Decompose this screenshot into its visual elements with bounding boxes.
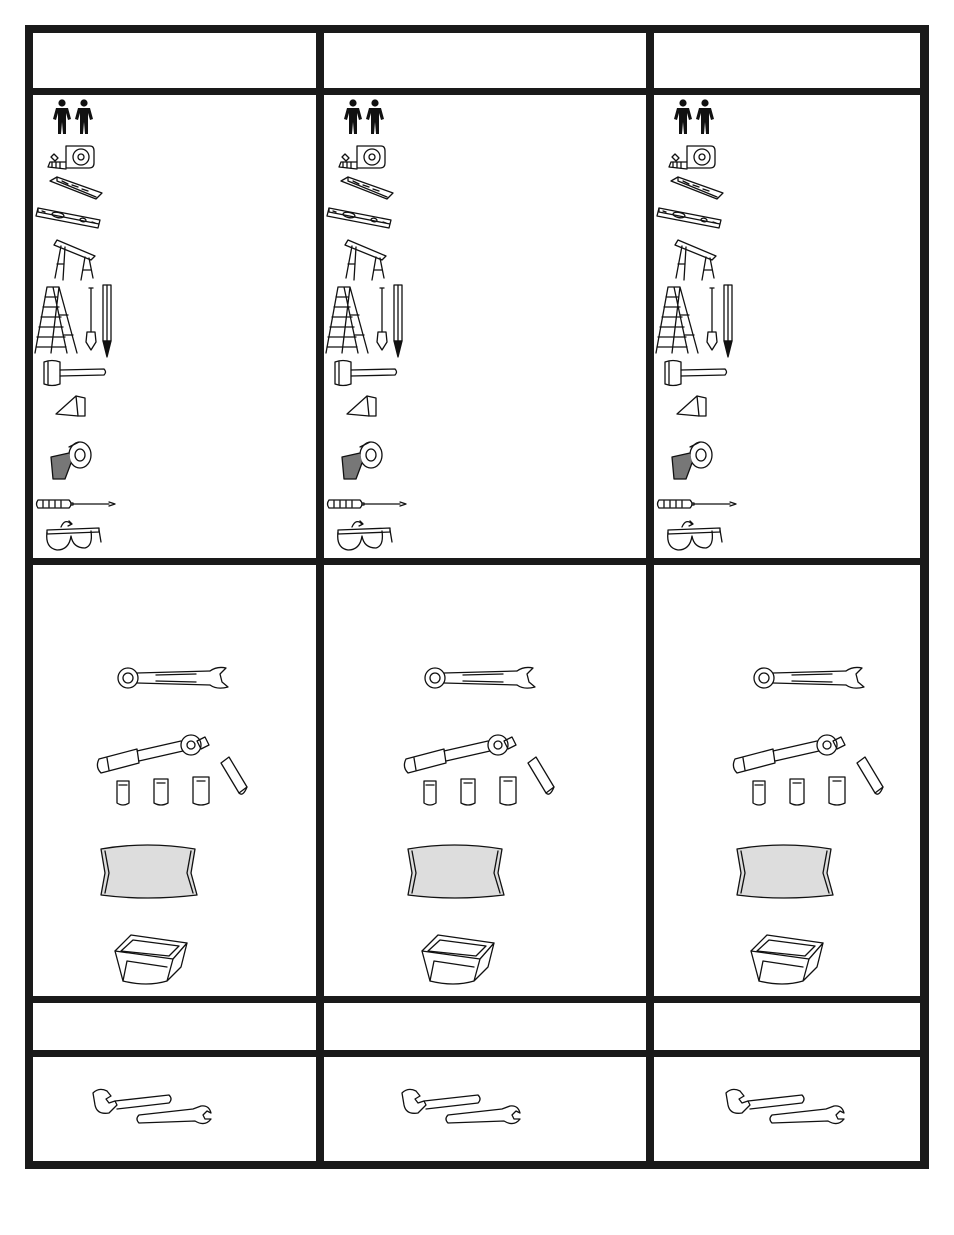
two-person-icon	[342, 99, 388, 135]
combination-wrench-icon	[116, 663, 234, 693]
section-label-row	[654, 1003, 920, 1050]
combination-wrench-icon	[752, 663, 870, 693]
shovel-icon	[375, 286, 389, 352]
carpenter-square-icon	[669, 175, 725, 201]
column-1	[33, 33, 316, 1161]
screwdriver-icon	[656, 497, 738, 511]
hand-tools-cell	[33, 95, 316, 558]
plastic-tub-icon	[113, 933, 189, 987]
plastic-tub-icon	[420, 933, 496, 987]
level-icon	[657, 206, 723, 230]
tape-measure-icon	[667, 143, 717, 173]
two-person-icon	[51, 99, 97, 135]
safety-glasses-icon	[664, 520, 724, 552]
step-ladder-icon	[33, 285, 79, 355]
sawhorse-icon	[51, 238, 97, 282]
column-header	[33, 33, 316, 88]
extra-tools-cell	[654, 1057, 920, 1161]
level-icon	[327, 206, 393, 230]
section-label-row	[33, 1003, 316, 1050]
sawhorse-icon	[342, 238, 388, 282]
carpenter-square-icon	[48, 175, 104, 201]
stake-icon	[100, 283, 114, 359]
hand-tools-cell	[654, 95, 920, 558]
gravel-bag-icon	[97, 843, 199, 901]
socket-wrench-set-icon	[93, 735, 251, 811]
power-tools-cell	[324, 565, 646, 996]
rubber-mallet-icon	[42, 358, 108, 388]
extra-tools-cell	[324, 1057, 646, 1161]
wood-wedge-icon	[675, 394, 709, 418]
step-ladder-icon	[324, 285, 370, 355]
gravel-bag-icon	[733, 843, 835, 901]
tape-roll-icon	[670, 439, 714, 481]
wood-wedge-icon	[54, 394, 88, 418]
section-label-row	[324, 1003, 646, 1050]
stake-icon	[721, 283, 735, 359]
rubber-mallet-icon	[333, 358, 399, 388]
rubber-mallet-icon	[663, 358, 729, 388]
power-tools-cell	[33, 565, 316, 996]
adjustable-wrench-icon	[724, 1087, 848, 1123]
safety-glasses-icon	[43, 520, 103, 552]
column-2	[324, 33, 646, 1161]
screwdriver-icon	[35, 497, 117, 511]
tape-roll-icon	[340, 439, 384, 481]
two-person-icon	[672, 99, 718, 135]
tape-measure-icon	[46, 143, 96, 173]
level-icon	[36, 206, 102, 230]
tape-roll-icon	[49, 439, 93, 481]
adjustable-wrench-icon	[91, 1087, 215, 1123]
adjustable-wrench-icon	[400, 1087, 524, 1123]
socket-wrench-set-icon	[400, 735, 558, 811]
step-ladder-icon	[654, 285, 700, 355]
power-tools-cell	[654, 565, 920, 996]
stake-icon	[391, 283, 405, 359]
column-3	[654, 33, 920, 1161]
column-header	[324, 33, 646, 88]
combination-wrench-icon	[423, 663, 541, 693]
socket-wrench-set-icon	[729, 735, 887, 811]
carpenter-square-icon	[339, 175, 395, 201]
column-header	[654, 33, 920, 88]
shovel-icon	[705, 286, 719, 352]
wood-wedge-icon	[345, 394, 379, 418]
tools-chart-frame	[25, 25, 929, 1169]
sawhorse-icon	[672, 238, 718, 282]
hand-tools-cell	[324, 95, 646, 558]
extra-tools-cell	[33, 1057, 316, 1161]
shovel-icon	[84, 286, 98, 352]
safety-glasses-icon	[334, 520, 394, 552]
plastic-tub-icon	[749, 933, 825, 987]
gravel-bag-icon	[404, 843, 506, 901]
screwdriver-icon	[326, 497, 408, 511]
tape-measure-icon	[337, 143, 387, 173]
